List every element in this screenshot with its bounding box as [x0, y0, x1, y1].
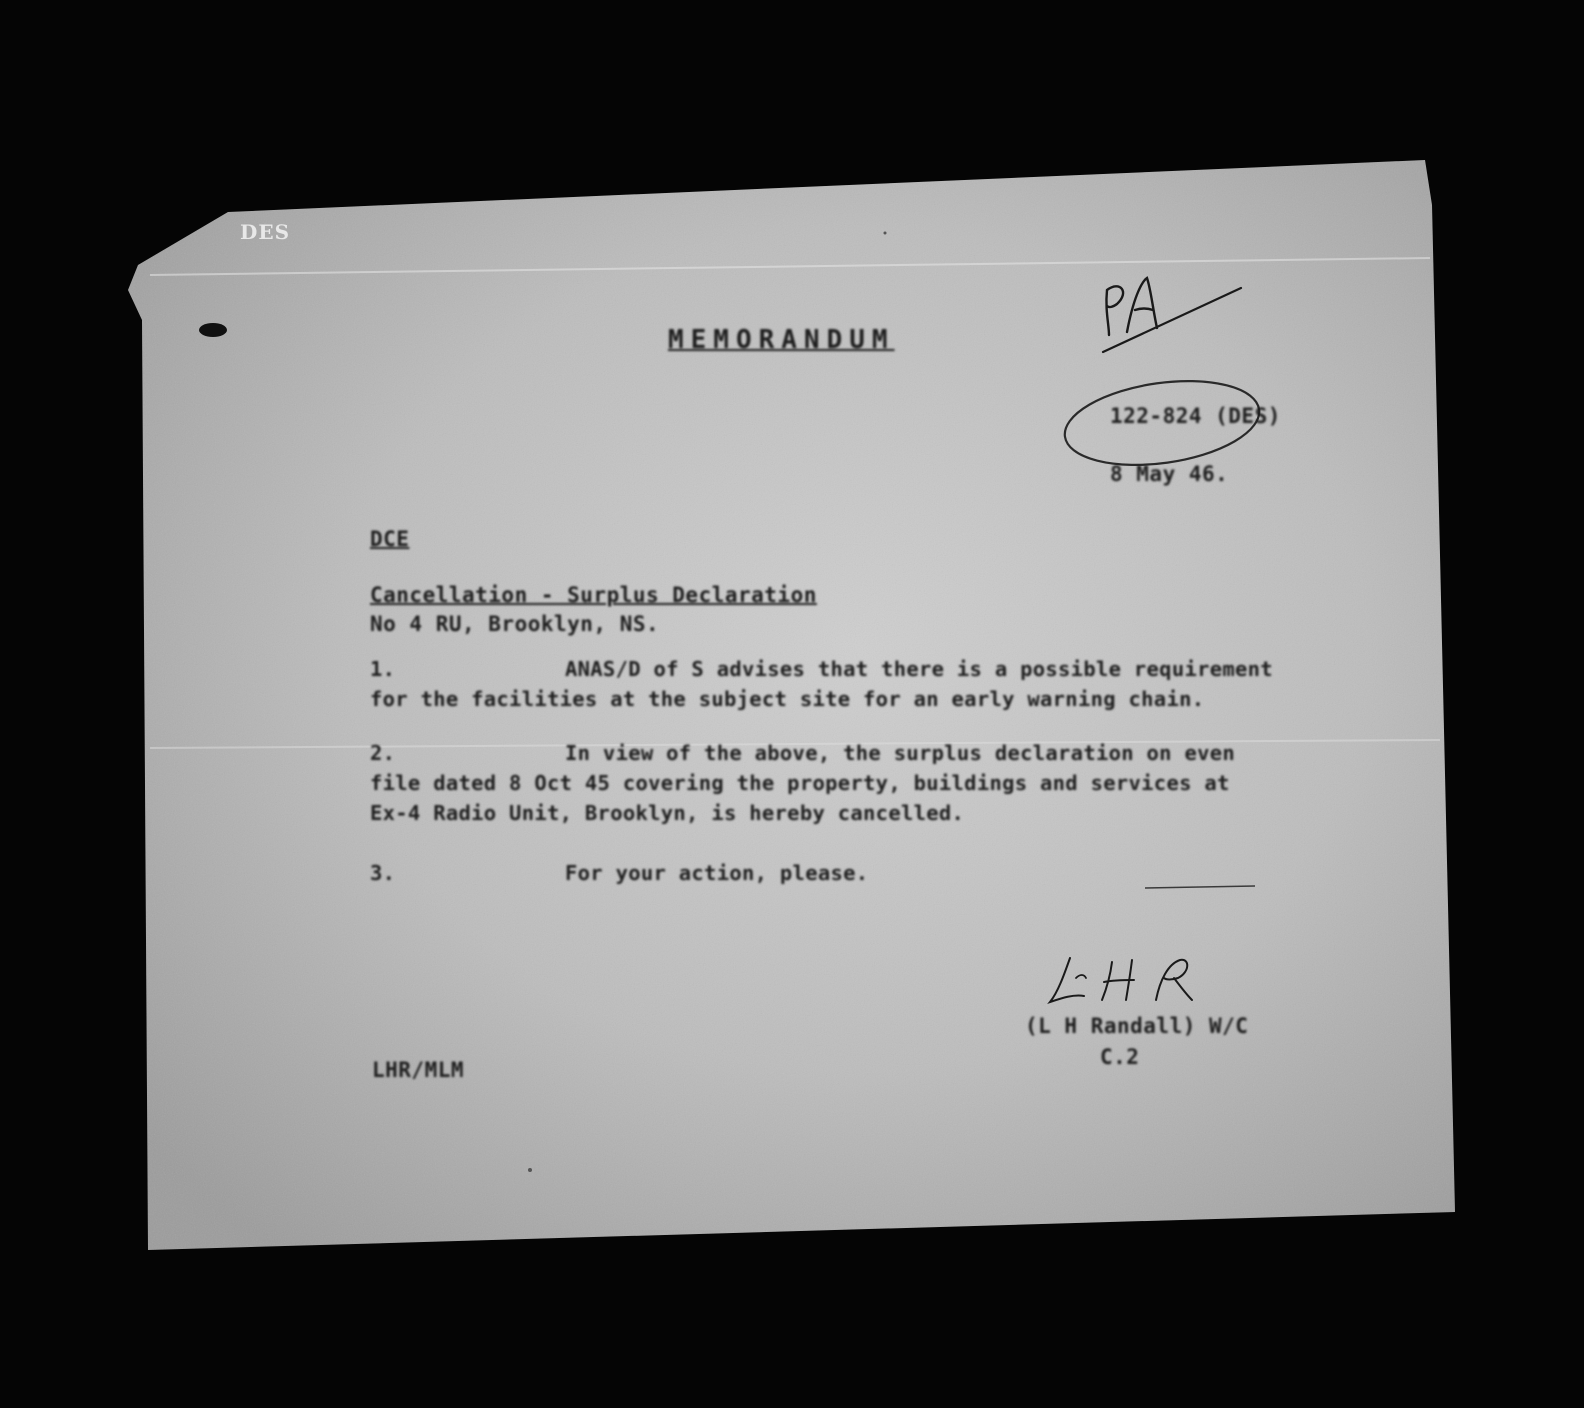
addressee: DCE [370, 527, 410, 551]
subject-line-1: Cancellation - Surplus Declaration [370, 583, 817, 607]
paragraph-line: for the facilities at the subject site for an early warning chain. [370, 687, 1205, 711]
corner-file-label: DES [240, 220, 291, 244]
paragraph-number: 3. [370, 861, 396, 885]
paragraph-line: Ex-4 Radio Unit, Brooklyn, is hereby cancelled. [370, 801, 965, 825]
subject-line-2: No 4 RU, Brooklyn, NS. [370, 612, 660, 636]
paragraph-line: file dated 8 Oct 45 covering the property, buildings and services at [370, 771, 1230, 795]
speck [528, 1168, 532, 1172]
paragraph-3 [370, 858, 868, 888]
handwritten-pa-annotation [1095, 270, 1255, 360]
paragraph-2 [370, 738, 1235, 828]
edge-mark [199, 323, 227, 337]
file-reference: 122-824 (DES) [1110, 404, 1281, 428]
speck [884, 232, 887, 235]
memo-title: MEMORANDUM [668, 325, 895, 355]
paragraph-number: 1. [370, 657, 396, 681]
paragraph-1 [370, 654, 1273, 714]
paragraph-line: ANAS/D of S advises that there is a possible requirement [565, 657, 1273, 681]
paragraph-line: For your action, please. [565, 861, 869, 885]
signatory-title: C.2 [1100, 1045, 1140, 1069]
paragraph-number: 2. [370, 741, 396, 765]
typist-initials: LHR/MLM [372, 1058, 465, 1082]
signatory-name: (L H Randall) W/C [1025, 1014, 1249, 1038]
memo-date: 8 May 46. [1110, 462, 1229, 486]
handwritten-signature [1040, 950, 1230, 1020]
paragraph-line: In view of the above, the surplus declaration on even [565, 741, 1236, 765]
